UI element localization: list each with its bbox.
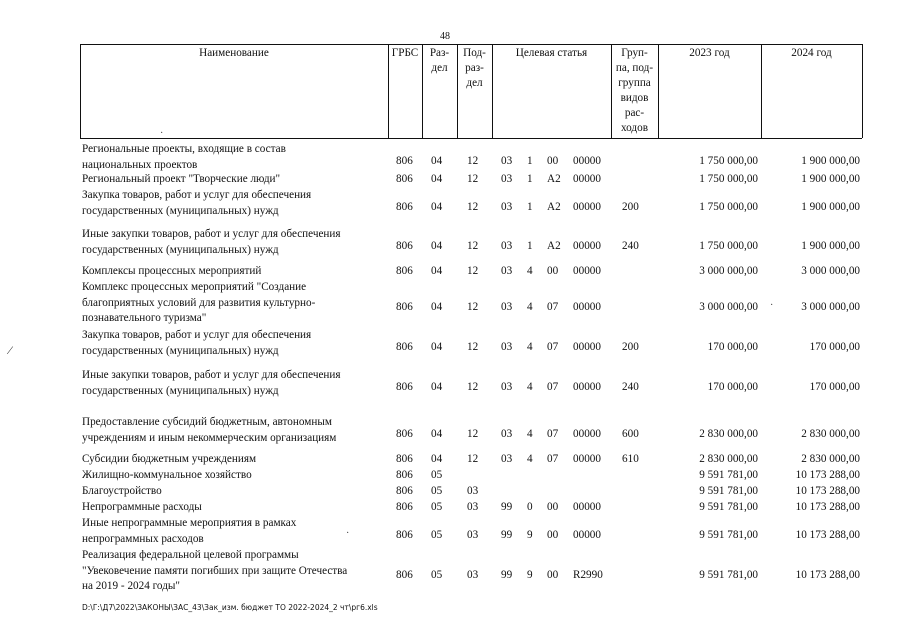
cell-y2023: 1 750 000,00 bbox=[699, 173, 758, 185]
header-grbs: ГРБС bbox=[391, 47, 419, 59]
row-name-line: национальных проектов bbox=[82, 158, 198, 171]
header-razdel-line: Раз- bbox=[429, 47, 450, 59]
header-razdel-line: дел bbox=[431, 62, 448, 74]
cell-vid: 610 bbox=[622, 453, 639, 465]
cell-vid: 240 bbox=[622, 381, 639, 393]
header-divider bbox=[862, 44, 863, 138]
cell-y2024: 3 000 000,00 bbox=[801, 265, 860, 277]
row-name-line: непрограммных расходов bbox=[82, 532, 204, 545]
cell-y2024: 170 000,00 bbox=[809, 341, 860, 353]
cell-t3: 07 bbox=[547, 453, 559, 465]
row-name-line: Реализация федеральной целевой программы bbox=[82, 549, 299, 561]
scan-dot: · bbox=[770, 300, 774, 311]
cell-razd: 05 bbox=[431, 501, 443, 513]
cell-grbs: 806 bbox=[396, 381, 413, 393]
cell-y2023: 2 830 000,00 bbox=[699, 453, 758, 465]
cell-y2024: 1 900 000,00 bbox=[801, 173, 860, 185]
cell-t4: R2990 bbox=[573, 569, 603, 581]
cell-vid: 600 bbox=[622, 428, 639, 440]
cell-t3: 07 bbox=[547, 381, 559, 393]
cell-t1: 03 bbox=[501, 381, 513, 393]
cell-t1: 03 bbox=[501, 240, 513, 252]
cell-razd: 05 bbox=[431, 469, 443, 481]
header-vid-line: ходов bbox=[620, 122, 648, 134]
cell-grbs: 806 bbox=[396, 428, 413, 440]
row-name-line: Закупка товаров, работ и услуг для обеспечения bbox=[82, 329, 312, 341]
cell-y2023: 1 750 000,00 bbox=[699, 201, 758, 213]
header-vid-line: видов bbox=[620, 92, 649, 104]
cell-t1: 03 bbox=[501, 428, 513, 440]
cell-t3: 00 bbox=[547, 155, 559, 167]
row-name-line: государственных (муниципальных) нужд bbox=[82, 344, 279, 357]
cell-podr: 12 bbox=[467, 201, 479, 213]
cell-razd: 05 bbox=[431, 569, 443, 581]
cell-y2024: 10 173 288,00 bbox=[795, 529, 860, 541]
cell-t4: 00000 bbox=[573, 173, 601, 185]
cell-t1: 03 bbox=[501, 265, 513, 277]
cell-t3: A2 bbox=[547, 173, 561, 185]
cell-podr: 12 bbox=[467, 428, 479, 440]
cell-y2024: 2 830 000,00 bbox=[801, 453, 860, 465]
row-name-line: Региональный проект "Творческие люди" bbox=[82, 173, 281, 185]
header-name: Наименование bbox=[199, 47, 269, 59]
cell-razd: 04 bbox=[431, 155, 443, 167]
header-vid-line: рас- bbox=[624, 107, 645, 119]
row-name-line: Иные закупки товаров, работ и услуг для обеспечения bbox=[82, 369, 341, 381]
cell-t1: 99 bbox=[501, 529, 513, 541]
cell-razd: 04 bbox=[431, 381, 443, 393]
row-name bbox=[82, 280, 387, 327]
cell-grbs: 806 bbox=[396, 173, 413, 185]
row-name-line: Жилищно-коммунальное хозяйство bbox=[82, 469, 252, 481]
cell-grbs: 806 bbox=[396, 341, 413, 353]
cell-vid: 200 bbox=[622, 201, 639, 213]
row-name-line: учреждениям и иным некоммерческим организациям bbox=[82, 431, 337, 444]
row-name bbox=[82, 172, 387, 188]
scan-dot: · bbox=[160, 128, 164, 139]
cell-razd: 04 bbox=[431, 341, 443, 353]
row-name-line: благоприятных условий для развития культурно- bbox=[82, 296, 316, 309]
cell-y2024: 10 173 288,00 bbox=[795, 569, 860, 581]
cell-y2024: 1 900 000,00 bbox=[801, 155, 860, 167]
cell-t4: 00000 bbox=[573, 341, 601, 353]
row-name-line: государственных (муниципальных) нужд bbox=[82, 204, 279, 217]
cell-y2024: 2 830 000,00 bbox=[801, 428, 860, 440]
cell-t2: 1 bbox=[527, 173, 533, 185]
cell-t2: 4 bbox=[527, 428, 533, 440]
row-name bbox=[82, 484, 387, 500]
cell-t3: A2 bbox=[547, 201, 561, 213]
cell-t4: 00000 bbox=[573, 501, 601, 513]
cell-y2023: 170 000,00 bbox=[707, 381, 758, 393]
cell-razd: 05 bbox=[431, 485, 443, 497]
cell-podr: 03 bbox=[467, 485, 479, 497]
header-podrazdel bbox=[457, 46, 492, 91]
cell-t3: A2 bbox=[547, 240, 561, 252]
cell-t2: 4 bbox=[527, 381, 533, 393]
cell-grbs: 806 bbox=[396, 501, 413, 513]
row-name-line: познавательного туризма" bbox=[82, 312, 207, 324]
cell-y2024: 1 900 000,00 bbox=[801, 240, 860, 252]
cell-t3: 07 bbox=[547, 341, 559, 353]
cell-razd: 04 bbox=[431, 265, 443, 277]
cell-grbs: 806 bbox=[396, 201, 413, 213]
cell-grbs: 806 bbox=[396, 529, 413, 541]
row-name bbox=[82, 188, 387, 219]
cell-y2024: 10 173 288,00 bbox=[795, 501, 860, 513]
cell-y2023: 2 830 000,00 bbox=[699, 428, 758, 440]
cell-t2: 1 bbox=[527, 155, 533, 167]
header-vid bbox=[611, 46, 658, 136]
cell-t1: 99 bbox=[501, 569, 513, 581]
cell-razd: 04 bbox=[431, 201, 443, 213]
cell-y2023: 9 591 781,00 bbox=[699, 501, 758, 513]
row-name-line: Комплексы процессных мероприятий bbox=[82, 265, 262, 277]
row-name-line: государственных (муниципальных) нужд bbox=[82, 243, 279, 256]
cell-y2024: 10 173 288,00 bbox=[795, 469, 860, 481]
header-razdel bbox=[422, 46, 457, 76]
cell-podr: 12 bbox=[467, 265, 479, 277]
cell-t1: 03 bbox=[501, 453, 513, 465]
row-name bbox=[82, 468, 387, 484]
cell-t2: 4 bbox=[527, 301, 533, 313]
cell-grbs: 806 bbox=[396, 485, 413, 497]
cell-y2023: 1 750 000,00 bbox=[699, 155, 758, 167]
cell-grbs: 806 bbox=[396, 569, 413, 581]
cell-t4: 00000 bbox=[573, 265, 601, 277]
header-top-border bbox=[80, 44, 862, 45]
cell-grbs: 806 bbox=[396, 469, 413, 481]
cell-y2023: 9 591 781,00 bbox=[699, 569, 758, 581]
cell-razd: 04 bbox=[431, 240, 443, 252]
row-name bbox=[82, 452, 387, 468]
row-name-line: государственных (муниципальных) нужд bbox=[82, 384, 279, 397]
header-year-2024: 2024 год bbox=[791, 47, 832, 59]
page-number: 48 bbox=[440, 31, 450, 42]
cell-t3: 00 bbox=[547, 569, 559, 581]
cell-y2023: 9 591 781,00 bbox=[699, 485, 758, 497]
row-name bbox=[82, 142, 387, 173]
cell-t1: 03 bbox=[501, 341, 513, 353]
row-name-line: Иные непрограммные мероприятия в рамках bbox=[82, 517, 297, 529]
cell-t4: 00000 bbox=[573, 240, 601, 252]
cell-t3: 00 bbox=[547, 501, 559, 513]
header-vid-line: па, под- bbox=[615, 62, 654, 74]
cell-t3: 07 bbox=[547, 301, 559, 313]
header-podrazdel-line: раз- bbox=[465, 62, 484, 74]
cell-t4: 00000 bbox=[573, 301, 601, 313]
cell-t1: 03 bbox=[501, 201, 513, 213]
cell-grbs: 806 bbox=[396, 240, 413, 252]
cell-grbs: 806 bbox=[396, 265, 413, 277]
cell-podr: 12 bbox=[467, 453, 479, 465]
cell-y2024: 3 000 000,00 bbox=[801, 301, 860, 313]
cell-t1: 03 bbox=[501, 301, 513, 313]
cell-y2024: 1 900 000,00 bbox=[801, 201, 860, 213]
cell-t3: 07 bbox=[547, 428, 559, 440]
cell-t4: 00000 bbox=[573, 155, 601, 167]
cell-razd: 04 bbox=[431, 428, 443, 440]
row-name-line: Региональные проекты, входящие в состав bbox=[82, 143, 286, 155]
cell-t1: 99 bbox=[501, 501, 513, 513]
cell-y2023: 170 000,00 bbox=[707, 341, 758, 353]
cell-grbs: 806 bbox=[396, 453, 413, 465]
cell-t4: 00000 bbox=[573, 453, 601, 465]
cell-razd: 05 bbox=[431, 529, 443, 541]
cell-podr: 12 bbox=[467, 240, 479, 252]
cell-podr: 03 bbox=[467, 529, 479, 541]
cell-t2: 4 bbox=[527, 265, 533, 277]
cell-t2: 9 bbox=[527, 529, 533, 541]
row-name bbox=[82, 328, 387, 359]
row-name bbox=[82, 368, 387, 399]
cell-podr: 12 bbox=[467, 341, 479, 353]
cell-t2: 1 bbox=[527, 201, 533, 213]
row-name-line: Благоустройство bbox=[82, 485, 162, 497]
cell-podr: 12 bbox=[467, 173, 479, 185]
row-name-line: на 2019 - 2024 годы" bbox=[82, 580, 180, 592]
pen-mark: ⁄ bbox=[9, 343, 12, 357]
cell-t4: 00000 bbox=[573, 381, 601, 393]
cell-y2023: 9 591 781,00 bbox=[699, 469, 758, 481]
cell-y2024: 170 000,00 bbox=[809, 381, 860, 393]
file-path-footer: D:\Г:\Д7\2022\ЗАКОНЫ\ЗАС_43\Зак_изм. бюджет ТО 2022-2024_2 чт\рг6.xls bbox=[82, 603, 378, 612]
cell-t2: 9 bbox=[527, 569, 533, 581]
row-name-line: Комплекс процессных мероприятий "Создание bbox=[82, 281, 307, 293]
cell-t4: 00000 bbox=[573, 529, 601, 541]
row-name bbox=[82, 264, 387, 280]
cell-t1: 03 bbox=[501, 173, 513, 185]
row-name-line: Иные закупки товаров, работ и услуг для обеспечения bbox=[82, 228, 341, 240]
header-year-2023: 2023 год bbox=[689, 47, 730, 59]
cell-podr: 03 bbox=[467, 501, 479, 513]
row-name-line: Непрограммные расходы bbox=[82, 501, 202, 513]
cell-razd: 04 bbox=[431, 173, 443, 185]
row-name bbox=[82, 415, 387, 446]
cell-podr: 12 bbox=[467, 381, 479, 393]
row-name-line: "Увековечение памяти погибших при защите Отечества bbox=[82, 564, 348, 577]
cell-t2: 1 bbox=[527, 240, 533, 252]
cell-razd: 04 bbox=[431, 453, 443, 465]
cell-t2: 4 bbox=[527, 453, 533, 465]
cell-t2: 4 bbox=[527, 341, 533, 353]
cell-podr: 12 bbox=[467, 155, 479, 167]
row-name bbox=[82, 516, 387, 547]
cell-y2023: 9 591 781,00 bbox=[699, 529, 758, 541]
header-podrazdel-line: дел bbox=[466, 77, 483, 89]
scan-dot: · bbox=[346, 528, 350, 539]
cell-vid: 200 bbox=[622, 341, 639, 353]
cell-t1: 03 bbox=[501, 155, 513, 167]
cell-vid: 240 bbox=[622, 240, 639, 252]
cell-t3: 00 bbox=[547, 529, 559, 541]
cell-y2023: 3 000 000,00 bbox=[699, 301, 758, 313]
cell-t2: 0 bbox=[527, 501, 533, 513]
cell-y2023: 3 000 000,00 bbox=[699, 265, 758, 277]
row-name bbox=[82, 548, 387, 595]
row-name-line: Закупка товаров, работ и услуг для обеспечения bbox=[82, 189, 312, 201]
cell-grbs: 806 bbox=[396, 301, 413, 313]
row-name bbox=[82, 227, 387, 258]
cell-t3: 00 bbox=[547, 265, 559, 277]
row-name bbox=[82, 500, 387, 516]
header-vid-line: группа bbox=[618, 77, 651, 89]
header-podrazdel-line: Под- bbox=[463, 47, 486, 59]
cell-t4: 00000 bbox=[573, 428, 601, 440]
header-vid-line: Груп- bbox=[621, 47, 648, 59]
cell-y2023: 1 750 000,00 bbox=[699, 240, 758, 252]
cell-grbs: 806 bbox=[396, 155, 413, 167]
cell-razd: 04 bbox=[431, 301, 443, 313]
header-target: Целевая статья bbox=[515, 47, 588, 59]
cell-t4: 00000 bbox=[573, 201, 601, 213]
row-name-line: Предоставление субсидий бюджетным, автономным bbox=[82, 416, 332, 428]
row-name-line: Субсидии бюджетным учреждениям bbox=[82, 453, 257, 465]
cell-podr: 03 bbox=[467, 569, 479, 581]
header-bottom-border bbox=[80, 138, 862, 139]
cell-podr: 12 bbox=[467, 301, 479, 313]
cell-y2024: 10 173 288,00 bbox=[795, 485, 860, 497]
